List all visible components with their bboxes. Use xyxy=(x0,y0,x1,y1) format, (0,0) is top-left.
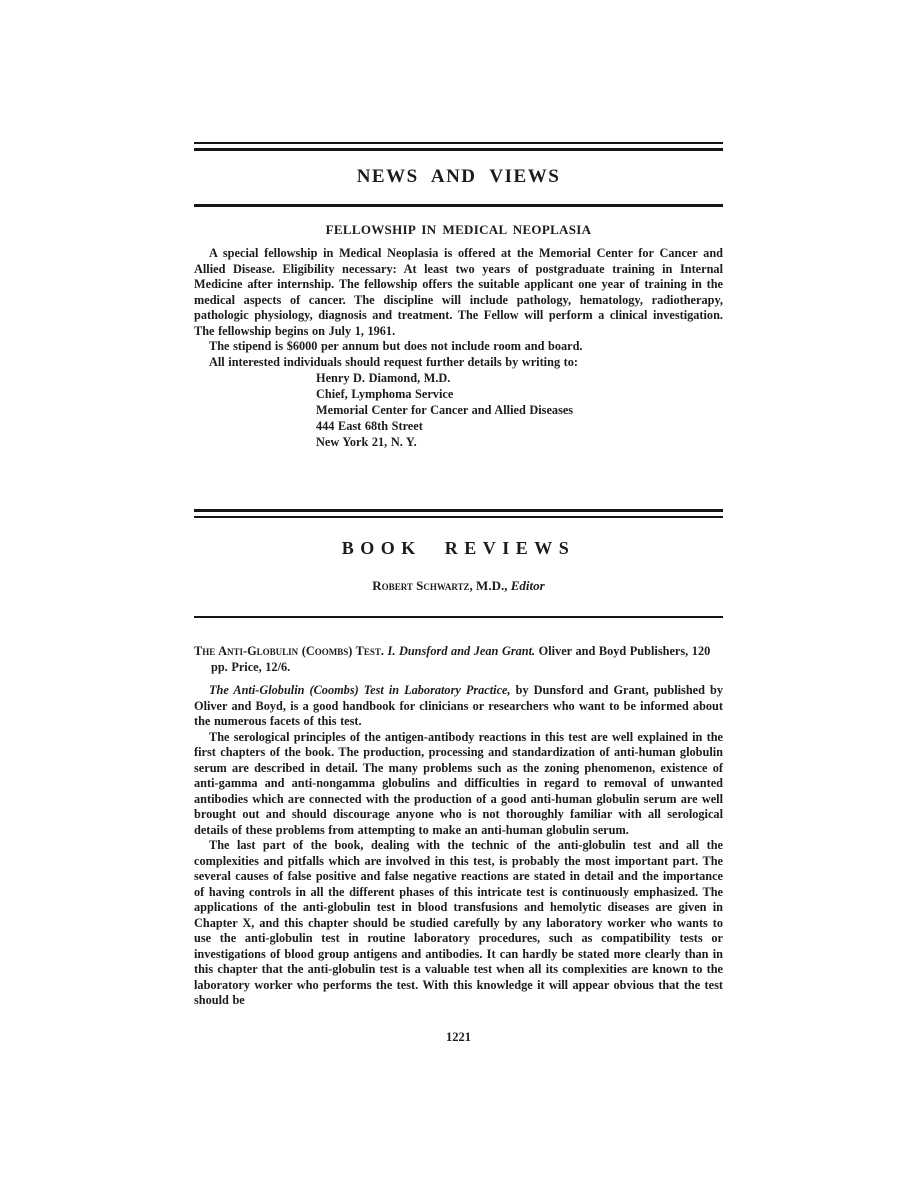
citation-publisher: Oliver and Boyd Publishers, 120 pp. Price, 12/6. xyxy=(211,644,711,674)
editor-role: Editor xyxy=(510,578,545,593)
contact-address-block xyxy=(316,370,723,450)
review-paragraph-3: The last part of the book, dealing with the technic of the anti-globulin test and all the complexities and pitfalls which are involved in this test, is probably the most important part. The several causes of false positive and false negative reactions are stated in detail and the importance of having controls in all the different phases of this intricate test is continuously emphasized. The applications of the anti-globulin test in blood transfusions and hemolytic diseases are given in Chapter X, and this chapter should be studied carefully by any laboratory worker who wants to use the anti-globulin test in routine laboratory procedures, such as compatibility tests or investigations of blood group antigens and antibodies. It can hardly be stated more clearly than in this chapter that the anti-globulin test is a valuable test when all its complexities are known to the laboratory worker who performs the test. With this knowledge it will appear obvious that the test should be xyxy=(194,838,723,1007)
stipend-paragraph: The stipend is $6000 per annum but does not include room and board. xyxy=(209,339,583,353)
review-book-title-italic: The Anti-Globulin (Coombs) Test in Laboratory Practice, xyxy=(209,683,516,697)
page-number: 1221 xyxy=(446,1030,471,1044)
request-details-paragraph: All interested individuals should request further details by writing to: xyxy=(209,354,578,369)
review-paragraph-2: The serological principles of the antigen-antibody reactions in this test are well explained in the first chapters of the book. The production, processing and standardization of anti-human globulin serum are described in detail. The many problems such as the zoning phenomenon, existence of anti-gamma and anti-nongamma globulins and difficulties in regard to removal of unwanted antibodies which are connected with the production of a good anti-human globulin serum are well brought out and should discourage anyone who is not thoroughly familiar with all serological details of these problems from attempting to make an anti-human globulin serum. xyxy=(194,729,723,837)
citation-authors: I. Dunsford and Jean Grant. xyxy=(387,644,539,658)
news-and-views-masthead xyxy=(194,142,723,207)
fellowship-heading: FELLOWSHIP IN MEDICAL NEOPLASIA xyxy=(325,222,592,237)
book-review-article xyxy=(194,643,723,1009)
citation-book-title: The Anti-Globulin (Coombs) Test. xyxy=(194,644,388,658)
editor-name: Robert Schwartz, M.D., xyxy=(372,578,511,593)
address-line-institution: Memorial Center for Cancer and Allied Diseases xyxy=(316,403,574,417)
double-rule-divider-book-reviews xyxy=(194,509,723,518)
address-line-title: Chief, Lymphoma Service xyxy=(316,387,454,401)
address-line-name: Henry D. Diamond, M.D. xyxy=(316,371,451,385)
review-paragraph-1-text: by Dunsford and Grant, published by Oliver and Boyd, is a good handbook for clinicians or researchers who want to be informed about the numerous facets of this test. xyxy=(194,683,723,728)
book-reviews-title: BOOK REVIEWS xyxy=(341,538,576,558)
rule-below-editor xyxy=(194,616,723,618)
review-paragraph-1 xyxy=(194,683,723,730)
fellowship-article xyxy=(194,222,723,450)
review-citation xyxy=(194,643,723,675)
book-reviews-header xyxy=(194,509,723,618)
editor-byline xyxy=(194,578,723,594)
fellowship-body-paragraph: A special fellowship in Medical Neoplasia is offered at the Memorial Center for Cancer and Allied Disease. Eligibility necessary: At least two years of postgraduate training in Internal Medicine after internship. The fellowship offers the suitable applicant one year of training in the medical aspects of cancer. The discipline will include pathology, hematology, radiotherapy, pathologic physiology, diagnosis and treatment. The Fellow will perform a clinical investigation. The fellowship begins on July 1, 1961. xyxy=(194,246,723,338)
address-line-city: New York 21, N. Y. xyxy=(316,435,417,449)
double-rule-divider-top xyxy=(194,142,723,151)
news-and-views-title: NEWS AND VIEWS xyxy=(356,166,561,187)
address-line-street: 444 East 68th Street xyxy=(316,419,423,433)
rule-below-news-title xyxy=(194,204,723,207)
